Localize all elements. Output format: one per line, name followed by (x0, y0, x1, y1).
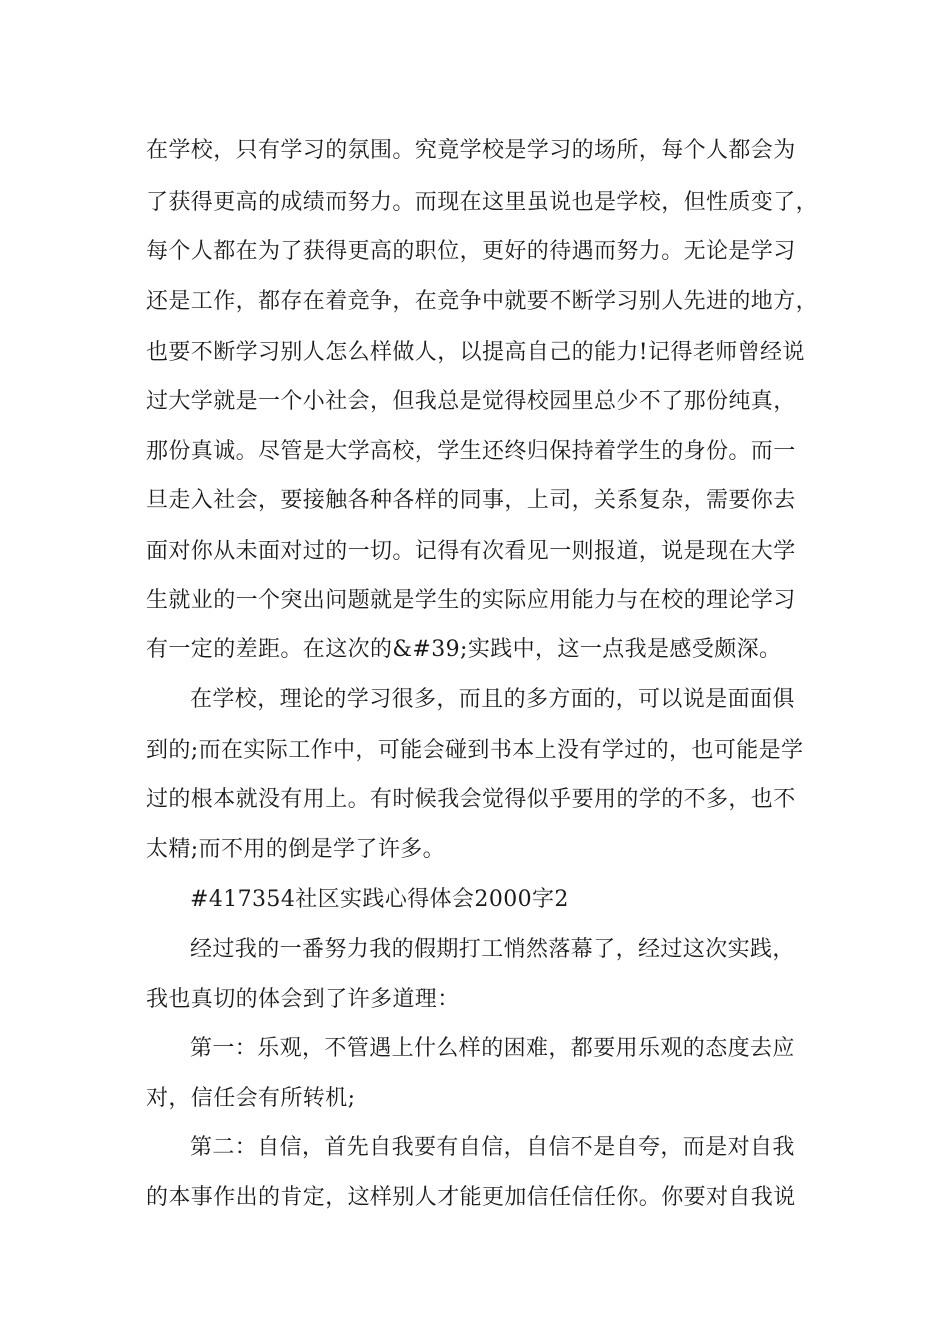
paragraph-line: 到的;而在实际工作中，可能会碰到书本上没有学过的，也可能是学 (146, 738, 804, 763)
paragraph-line: 经过我的一番努力我的假期打工悄然落幕了，经过这次实践， (190, 937, 795, 962)
paragraph-line: 了获得更高的成绩而努力。而现在这里虽说也是学校，但性质变了， (146, 190, 819, 215)
paragraph-line: 第二：自信，首先自我要有自信，自信不是自夸，而是对自我 (190, 1135, 795, 1160)
paragraph-line: 有一定的差距。在这次的&#39;实践中，这一点我是感受颇深。 (146, 637, 782, 662)
paragraph-line: 太精;而不用的倒是学了许多。 (146, 837, 446, 862)
paragraph-line: 还是工作，都存在着竞争，在竞争中就要不断学习别人先进的地方， (146, 289, 819, 314)
paragraph-line: 我也真切的体会到了许多道理： (146, 987, 460, 1012)
paragraph-line: 的本事作出的肯定，这样别人才能更加信任信任你。你要对自我说 (146, 1185, 796, 1210)
paragraph-line: 在学校，只有学习的氛围。究竟学校是学习的场所，每个人都会为 (146, 138, 796, 163)
paragraph-line: 那份真诚。尽管是大学高校，学生还终归保持着学生的身份。而一 (146, 439, 796, 464)
paragraph-line: 对，信任会有所转机; (146, 1086, 356, 1111)
paragraph-line: 在学校，理论的学习很多，而且的多方面的，可以说是面面俱 (190, 687, 795, 712)
section-heading: #417354社区实践心得体会2000字2 (190, 887, 569, 912)
paragraph-line: 旦走入社会，要接触各种各样的同事，上司，关系复杂，需要你去 (146, 488, 796, 513)
paragraph-line: 面对你从未面对过的一切。记得有次看见一则报道，说是现在大学 (146, 539, 796, 564)
paragraph-line: 过的根本就没有用上。有时候我会觉得似乎要用的学的不多，也不 (146, 787, 796, 812)
paragraph-line: 生就业的一个突出问题就是学生的实际应用能力与在校的理论学习 (146, 588, 796, 613)
paragraph-line: 也要不断学习别人怎么样做人，以提高自己的能力!记得老师曾经说 (146, 340, 805, 365)
paragraph-line: 过大学就是一个小社会，但我总是觉得校园里总少不了那份纯真， (146, 389, 796, 414)
paragraph-line: 第一：乐观，不管遇上什么样的困难，都要用乐观的态度去应 (190, 1036, 795, 1061)
paragraph-line: 每个人都在为了获得更高的职位，更好的待遇而努力。无论是学习 (146, 239, 796, 264)
